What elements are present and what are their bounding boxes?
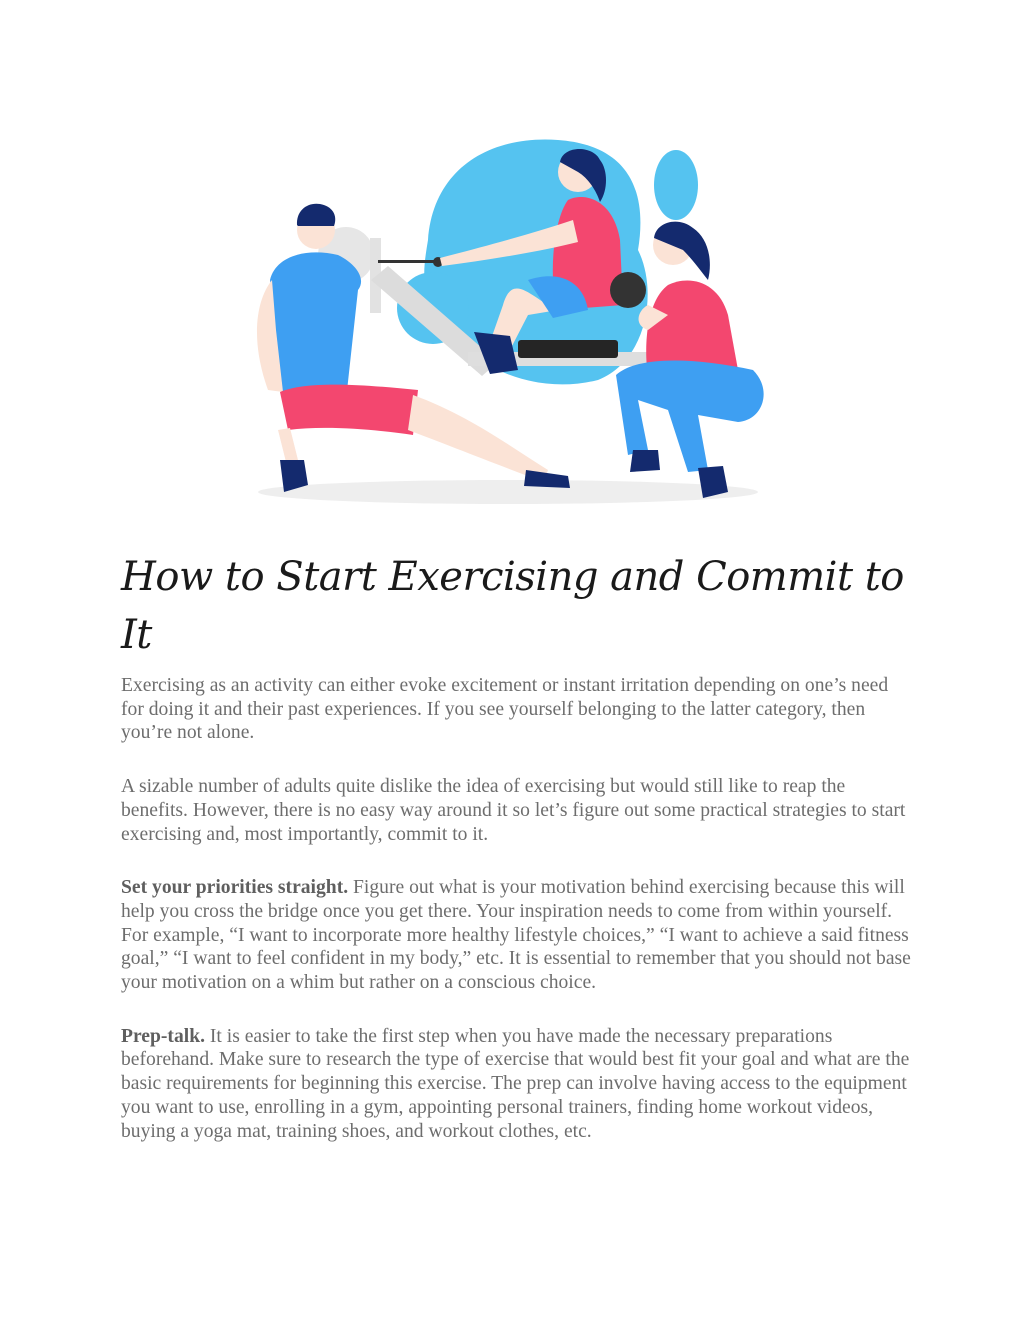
priorities-paragraph bbox=[121, 876, 911, 995]
intro-paragraph: Exercising as an activity can either evoke excitement or instant irritation depending on one’s need for doing it and their past experiences. If you see yourself belonging to the latter category, then you’re not alone. bbox=[121, 675, 889, 744]
fitness-illustration bbox=[228, 130, 788, 520]
prep-talk-lead: Prep-talk. bbox=[121, 1025, 205, 1047]
priorities-lead: Set your priorities straight. bbox=[121, 877, 349, 899]
prep-talk-paragraph bbox=[121, 1025, 911, 1144]
benefits-paragraph: A sizable number of adults quite dislike the idea of exercising but would still like to reap the benefits. However, there is no easy way around it so let’s figure out some practical strategies to start exercising and, most importantly, commit to it. bbox=[121, 776, 906, 845]
article-title: How to Start Exercising and Commit to It bbox=[121, 554, 904, 658]
prep-talk-text: It is easier to take the first step when you have made the necessary preparations beforehand. Make sure to research the type of exercise that would best fit your goal and what are the basic requirements for beginning this exercise. The prep can involve having access to the equipment you want to use, enrolling in a gym, appointing personal trainers, finding home workout videos, buying a yoga mat, training shoes, and workout clothes, etc. bbox=[121, 1025, 910, 1142]
priorities-text: Figure out what is your motivation behind exercising because this will help you cross the bridge once you get there. Your inspiration needs to come from within yourself. For example, “I want to incorporate more healthy lifestyle choices,” “I want to achieve a said fitness goal,” “I want to feel confident in my body,” etc. It is essential to remember that you should not base your motivation on a whim but rather on a conscious choice. bbox=[121, 877, 911, 994]
article bbox=[121, 548, 911, 1173]
